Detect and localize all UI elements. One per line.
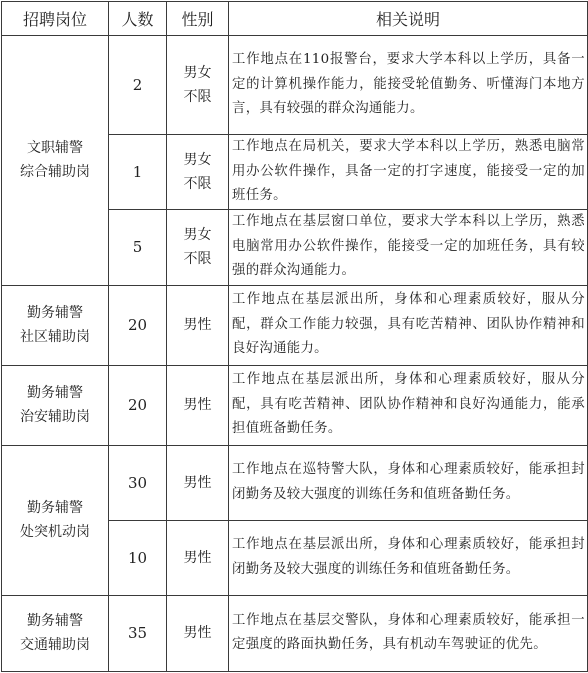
sex-cell [167, 36, 229, 135]
sex-line: 男性 [183, 625, 212, 641]
sex-line: 男性 [183, 549, 212, 566]
sex-cell [167, 209, 229, 285]
desc-cell: 工作地点在巡特警大队，身体和心理素质较好，能承担封闭勤务及较大强度的训练任务和值班备勤任务。 [229, 445, 588, 520]
table-body [2, 36, 588, 672]
table-row [2, 36, 588, 135]
desc-cell: 工作地点在基层窗口单位，要求大学本科以上学历，熟悉电脑常用办公软件操作，能接受一定的加班任务，具有较强的群众沟通能力。 [229, 209, 588, 285]
desc-cell: 工作地点在基层交警队，身体和心理素质较好，能承担一定强度的路面执勤任务，具有机动车驾驶证的优先。 [229, 595, 588, 671]
count-cell: 20 [109, 365, 167, 445]
header-sex: 性别 [167, 2, 229, 36]
sex-cell [167, 135, 229, 210]
header-post: 招聘岗位 [2, 2, 109, 36]
count-cell: 1 [109, 135, 167, 210]
post-line: 处突机动岗 [20, 524, 90, 540]
sex-line: 不限 [183, 251, 212, 267]
post-line: 文职辅警 [27, 140, 83, 157]
desc-cell: 工作地点在局机关，要求大学本科以上学历，熟悉电脑常用办公软件操作，具备一定的打字速度，能接受一定的加班任务。 [229, 135, 588, 210]
desc-cell: 工作地点在110报警台，要求大学本科以上学历，具备一定的计算机操作能力，能接受轮值勤务、听懂海门本地方言，具有较强的群众沟通能力。 [229, 36, 588, 135]
count-cell: 35 [109, 595, 167, 671]
header-row [2, 2, 588, 36]
post-cell [2, 36, 109, 286]
post-line: 勤务辅警 [27, 500, 83, 516]
count-cell: 2 [109, 36, 167, 135]
sex-cell [167, 285, 229, 365]
post-line: 交通辅助岗 [20, 637, 90, 653]
count-cell: 30 [109, 445, 167, 520]
post-line: 综合辅助岗 [20, 164, 90, 181]
post-cell [2, 365, 109, 445]
post-cell [2, 285, 109, 365]
table-row [2, 445, 588, 520]
post-line: 勤务辅警 [27, 305, 83, 321]
post-line: 勤务辅警 [27, 613, 83, 629]
table-header [2, 2, 588, 36]
sex-line: 男女 [183, 227, 212, 243]
table-row [2, 365, 588, 445]
count-cell: 5 [109, 209, 167, 285]
table-row [2, 285, 588, 365]
sex-line: 男女 [183, 65, 212, 81]
sex-line: 男性 [183, 397, 212, 413]
sex-line: 男性 [183, 474, 212, 491]
sex-line: 不限 [183, 175, 212, 192]
table-row [2, 595, 588, 671]
header-desc: 相关说明 [229, 2, 588, 36]
count-cell: 10 [109, 520, 167, 595]
post-line: 勤务辅警 [27, 385, 83, 401]
post-line: 治安辅助岗 [20, 409, 90, 425]
count-cell: 20 [109, 285, 167, 365]
desc-cell: 工作地点在基层派出所，身体和心理素质较好，能承担封闭勤务及较大强度的训练任务和值班备勤任务。 [229, 520, 588, 595]
sex-cell [167, 365, 229, 445]
sex-cell [167, 520, 229, 595]
post-cell [2, 445, 109, 595]
sex-cell [167, 595, 229, 671]
sex-line: 不限 [183, 89, 212, 105]
desc-cell: 工作地点在基层派出所，身体和心理素质较好，服从分配，具有吃苦精神、团队协作精神和良好沟通能力，能承担值班备勤任务。 [229, 365, 588, 445]
recruitment-table [1, 1, 588, 672]
post-line: 社区辅助岗 [20, 329, 90, 345]
sex-line: 男女 [183, 151, 212, 168]
header-count: 人数 [109, 2, 167, 36]
sex-cell [167, 445, 229, 520]
post-cell [2, 595, 109, 671]
desc-cell: 工作地点在基层派出所，身体和心理素质较好，服从分配，群众工作能力较强，具有吃苦精神、团队协作精神和良好沟通能力。 [229, 285, 588, 365]
sex-line: 男性 [183, 317, 212, 333]
